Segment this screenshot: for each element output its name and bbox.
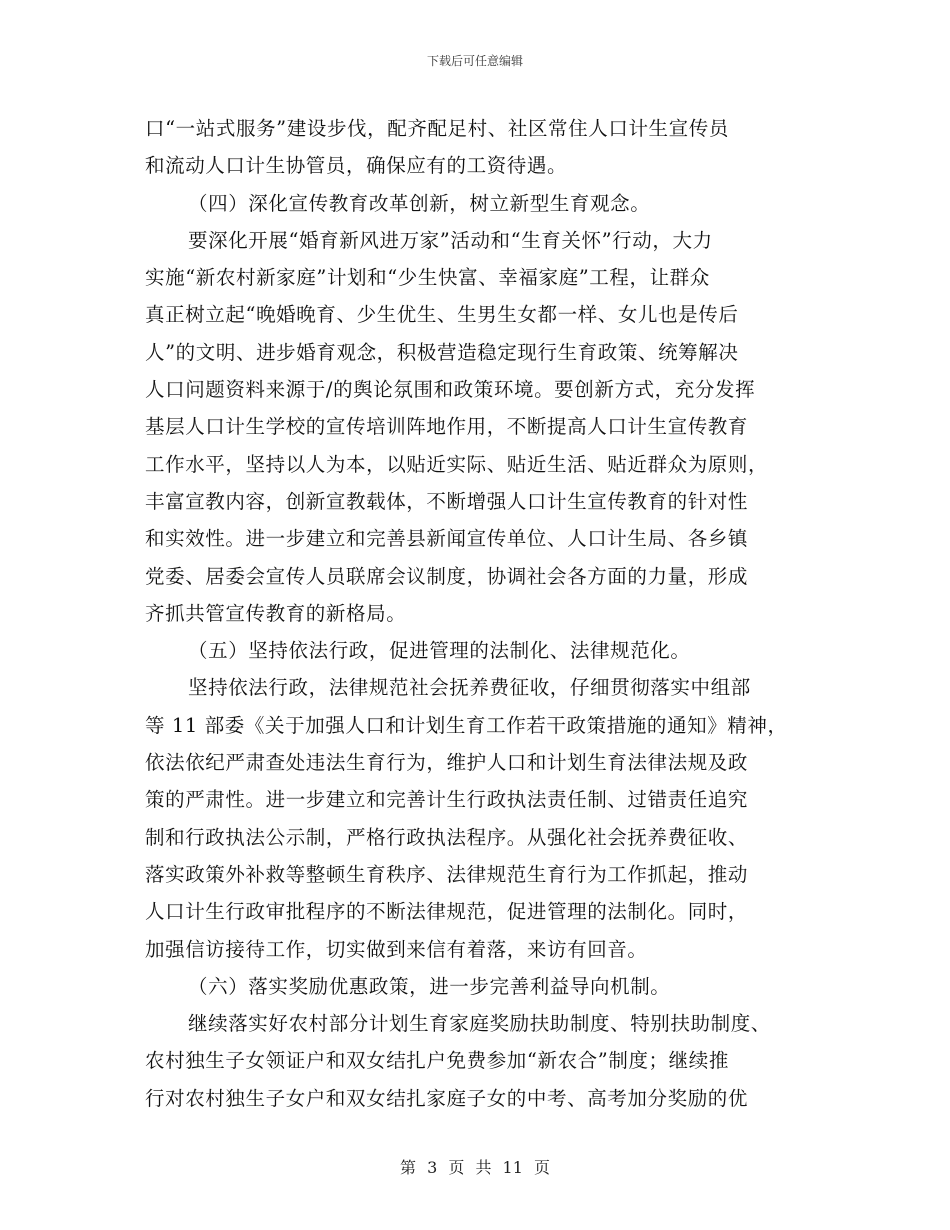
page-header: 下载后可任意编辑 xyxy=(426,54,523,68)
text-line-7: 人”的文明、进步婚育观念，积极营造稳定现行生育政策、统筹解决 xyxy=(145,340,739,364)
text-line-10: 工作水平，坚持以人为本，以贴近实际、贴近生活、贴近群众为原则， xyxy=(145,452,769,476)
text-line-6: 真正树立起“晚婚晚育、少生优生、生男生女都一样、女儿也是传后 xyxy=(145,303,739,327)
text-line-11: 丰富宣教内容，创新宣教载体，不断增强人口计生宣传教育的针对性 xyxy=(145,489,749,513)
page-number: 第 3 页 共 11 页 xyxy=(400,1158,550,1177)
section-heading-5: （五）坚持依法行政，促进管理的法制化、法律规范化。 xyxy=(188,639,691,663)
text-line-18: 依法依纪严肃查处违法生育行为，维护人口和计划生育法律法规及政 xyxy=(145,751,749,775)
text-line-17: 等 11 部委《关于加强人口和计划生育工作若干政策措施的通知》精神， xyxy=(145,713,788,737)
text-line-12: 和实效性。进一步建立和完善县新闻宣传单位、人口计生局、各乡镇 xyxy=(145,527,749,551)
text-line-25: 继续落实好农村部分计划生育家庭奖励扶助制度、特别扶助制度、 xyxy=(188,1012,771,1036)
text-line-16: 坚持依法行政，法律规范社会抚养费征收，仔细贯彻落实中组部 xyxy=(188,676,751,700)
section-heading-6: （六）落实奖励优惠政策，进一步完善利益导向机制。 xyxy=(188,974,671,998)
text-line-1: 口“一站式服务”建设步伐，配齐配足村、社区常住人口计生宣传员 xyxy=(145,117,729,140)
text-line-20: 制和行政执法公示制，严格行政执法程序。从强化社会抚养费征收、 xyxy=(145,825,749,849)
section-heading-4: （四）深化宣传教育改革创新，树立新型生育观念。 xyxy=(188,191,651,215)
text-line-13: 党委、居委会宣传人员联席会议制度，协调社会各方面的力量，形成 xyxy=(145,564,749,588)
document-body xyxy=(145,110,810,1117)
text-line-26: 农村独生子女领证户和双女结扎户免费参加“新农合”制度；继续推 xyxy=(145,1049,729,1073)
text-line-19: 策的严肃性。进一步建立和完善计生行政执法责任制、过错责任追究 xyxy=(145,788,749,812)
text-line-9: 基层人口计生学校的宣传培训阵地作用，不断提高人口计生宣传教育 xyxy=(145,415,749,439)
text-line-2: 和流动人口计生协管员，确保应有的工资待遇。 xyxy=(145,154,568,178)
text-line-4: 要深化开展“婚育新风进万家”活动和“生育关怀”行动，大力 xyxy=(188,228,713,252)
text-line-5: 实施“新农村新家庭”计划和“少生快富、幸福家庭”工程，让群众 xyxy=(145,266,710,290)
text-line-14: 齐抓共管宣传教育的新格局。 xyxy=(145,601,407,625)
text-line-22: 人口计生行政审批程序的不断法律规范，促进管理的法制化。同时， xyxy=(145,900,749,924)
text-line-8: 人口问题资料来源于/的舆论氛围和政策环境。要创新方式，充分发挥 xyxy=(145,378,756,402)
text-line-23: 加强信访接待工作，切实做到来信有着落，来访有回音。 xyxy=(145,937,648,961)
text-line-27: 行对农村独生子女户和双女结扎家庭子女的中考、高考加分奖励的优 xyxy=(145,1086,749,1110)
text-line-21: 落实政策外补救等整顿生育秩序、法律规范生育行为工作抓起，推动 xyxy=(145,862,749,886)
